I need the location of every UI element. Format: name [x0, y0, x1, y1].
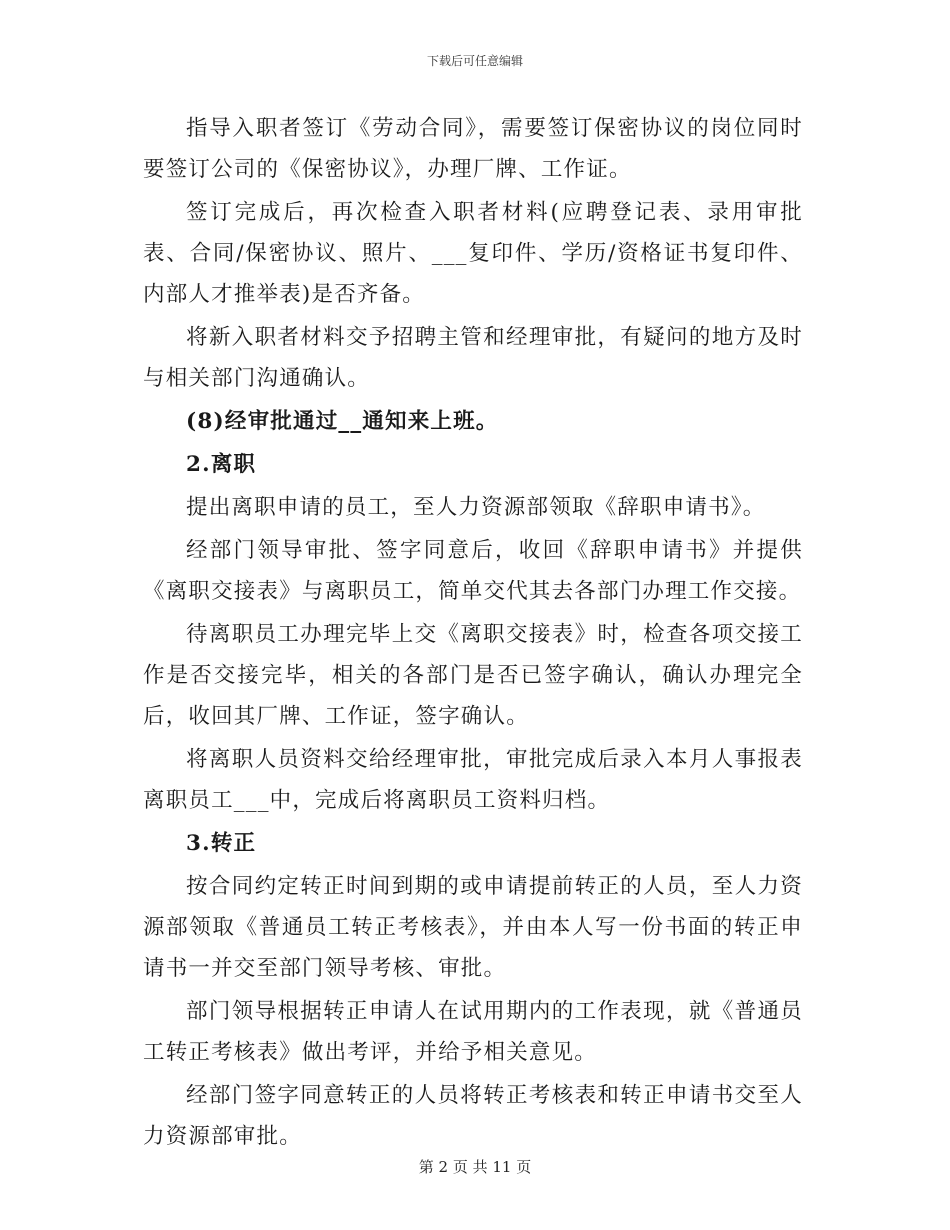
- paragraph: 指导入职者签订《劳动合同》，需要签订保密协议的岗位同时要签订公司的《保密协议》，办理厂牌、工作证。: [143, 116, 803, 182]
- step-heading: (8)经审批通过__通知来上班。: [186, 409, 499, 434]
- document-body: [143, 108, 803, 1157]
- page-number: 第 2 页 共 11 页: [418, 1158, 532, 1176]
- paragraph: 签订完成后，再次检查入职者材料(应聘登记表、录用审批表、合同/保密协议、照片、___复印件、学历/资格证书复印件、内部人才推举表)是否齐备。: [143, 200, 803, 307]
- paragraph: 待离职员工办理完毕上交《离职交接表》时，检查各项交接工作是否交接完毕，相关的各部门是否已签字确认，确认办理完全后，收回其厂牌、工作证，签字确认。: [143, 622, 803, 729]
- paragraph: 经部门领导审批、签字同意后，收回《辞职申请书》并提供《离职交接表》与离职员工，简单交代其去各部门办理工作交接。: [143, 538, 803, 604]
- section-heading-regularization: 3.转正: [186, 831, 257, 856]
- paragraph: 将新入职者材料交予招聘主管和经理审批，有疑问的地方及时与相关部门沟通确认。: [143, 325, 803, 391]
- paragraph: 按合同约定转正时间到期的或申请提前转正的人员，至人力资源部领取《普通员工转正考核表》，并由本人写一份书面的转正申请书一并交至部门领导考核、审批。: [143, 874, 803, 981]
- paragraph: 经部门签字同意转正的人员将转正考核表和转正申请书交至人力资源部审批。: [143, 1083, 803, 1149]
- paragraph: 部门领导根据转正申请人在试用期内的工作表现，就《普通员工转正考核表》做出考评，并给予相关意见。: [143, 999, 803, 1065]
- paragraph: 提出离职申请的员工，至人力资源部领取《辞职申请书》。: [186, 495, 766, 520]
- paragraph: 将离职人员资料交给经理审批，审批完成后录入本月人事报表离职员工___中，完成后将离职员工资料归档。: [143, 747, 803, 813]
- page-header: 下载后可任意编辑: [426, 54, 523, 68]
- section-heading-resignation: 2.离职: [186, 452, 257, 477]
